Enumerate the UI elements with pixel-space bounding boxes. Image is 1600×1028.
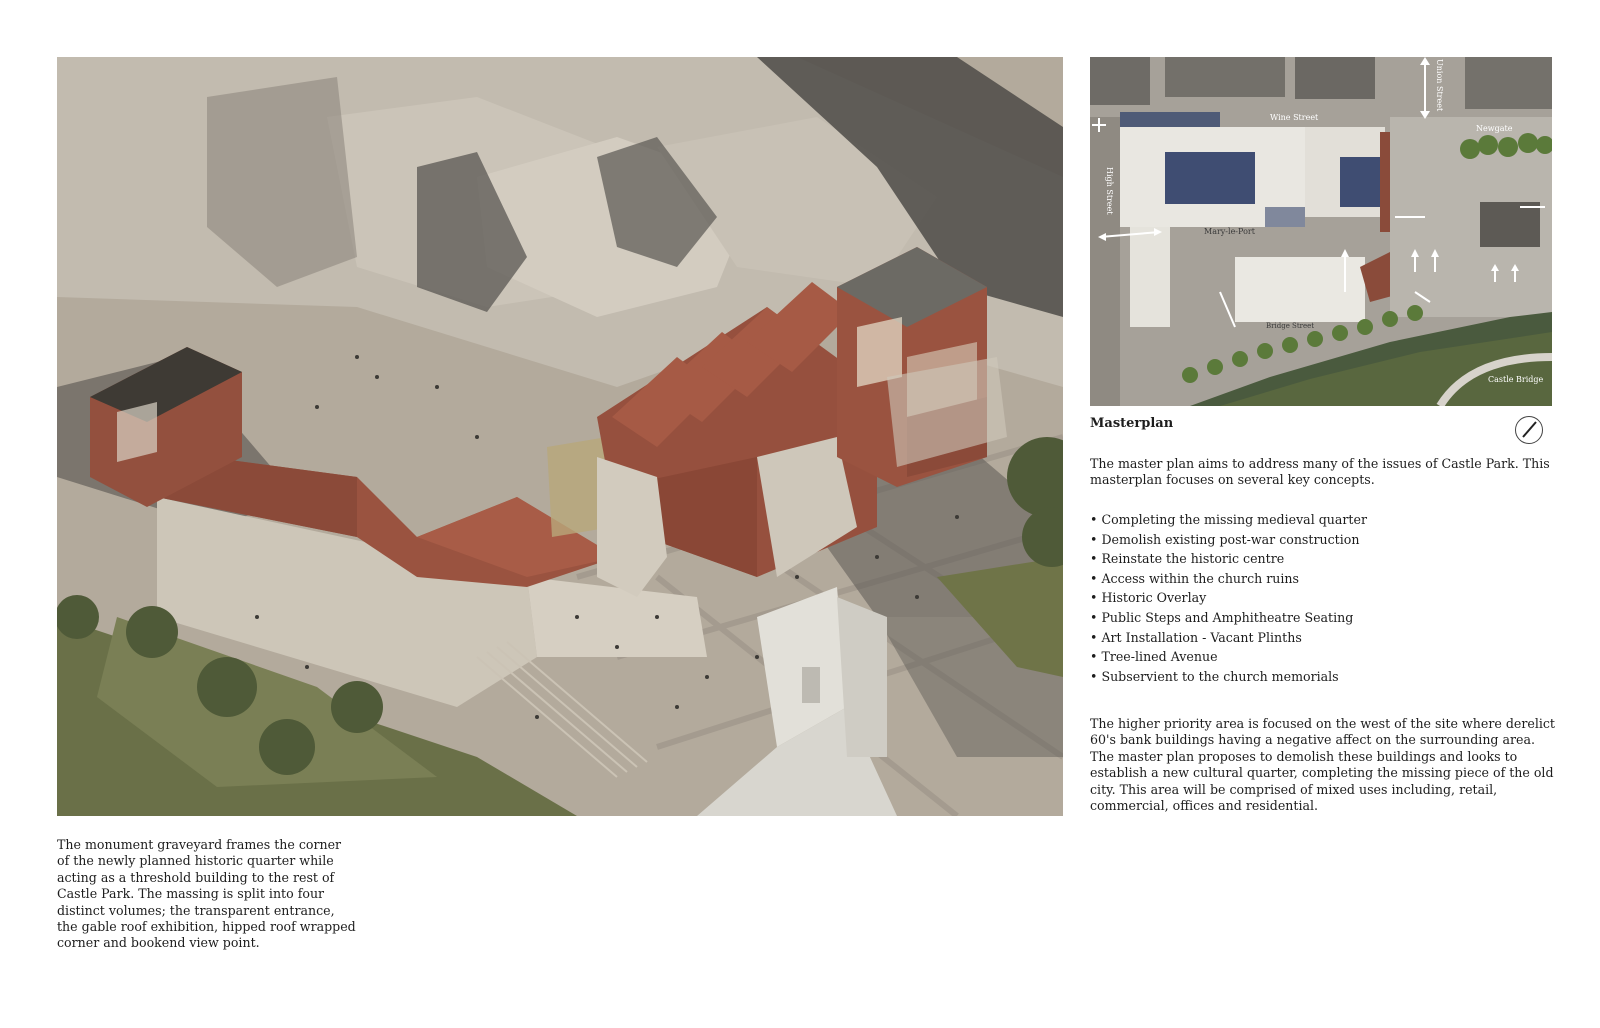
map-label-wine-street: Wine Street	[1270, 113, 1319, 122]
aerial-render	[57, 57, 1063, 816]
map-label-mary-le-port: Mary-le-Port	[1204, 227, 1255, 236]
masterplan-map	[1090, 57, 1552, 406]
list-item: • Tree-lined Avenue	[1090, 647, 1560, 667]
map-label-high-street: High Street	[1105, 167, 1114, 215]
aerial-render-drawing	[57, 57, 1063, 816]
list-item: • Public Steps and Amphitheatre Seating	[1090, 608, 1560, 628]
masterplan-map-drawing	[1090, 57, 1552, 406]
map-label-castle-bridge: Castle Bridge	[1488, 375, 1544, 384]
list-item: • Subservient to the church memorials	[1090, 667, 1560, 687]
list-item: • Access within the church ruins	[1090, 569, 1560, 589]
masterplan-title: Masterplan	[1090, 416, 1174, 431]
list-item: • Completing the missing medieval quarter	[1090, 510, 1560, 530]
map-label-newgate: Newgate	[1476, 124, 1513, 133]
compass-icon	[1514, 415, 1544, 445]
aerial-caption: The monument graveyard frames the corner of the newly planned historic quarter while acting as a threshold building to the rest of Castle Park. The massing is split into four distinct volumes; the transparent entrance, the gable roof exhibition, hipped roof wrapped corner and bookend view point.	[57, 837, 356, 951]
masterplan-intro: The master plan aims to address many of the issues of Castle Park. This masterplan focuses on several key concepts.	[1090, 456, 1550, 488]
map-label-union-street: Union Street	[1435, 59, 1444, 112]
list-item: • Historic Overlay	[1090, 588, 1560, 608]
list-item: • Demolish existing post-war construction	[1090, 530, 1560, 550]
map-label-bridge-street: Bridge Street	[1266, 322, 1315, 330]
list-item: • Reinstate the historic centre	[1090, 549, 1560, 569]
masterplan-description: The higher priority area is focused on the west of the site where derelict 60's bank buildings having a negative affect on the surrounding area. The master plan proposes to demolish these buildings and looks to establish a new cultural quarter, completing the missing piece of the old city. This area will be comprised of mixed uses including, retail, commercial, offices and residential.	[1090, 716, 1555, 814]
list-item: • Art Installation - Vacant Plinths	[1090, 628, 1560, 648]
key-concepts-list	[1090, 510, 1560, 686]
